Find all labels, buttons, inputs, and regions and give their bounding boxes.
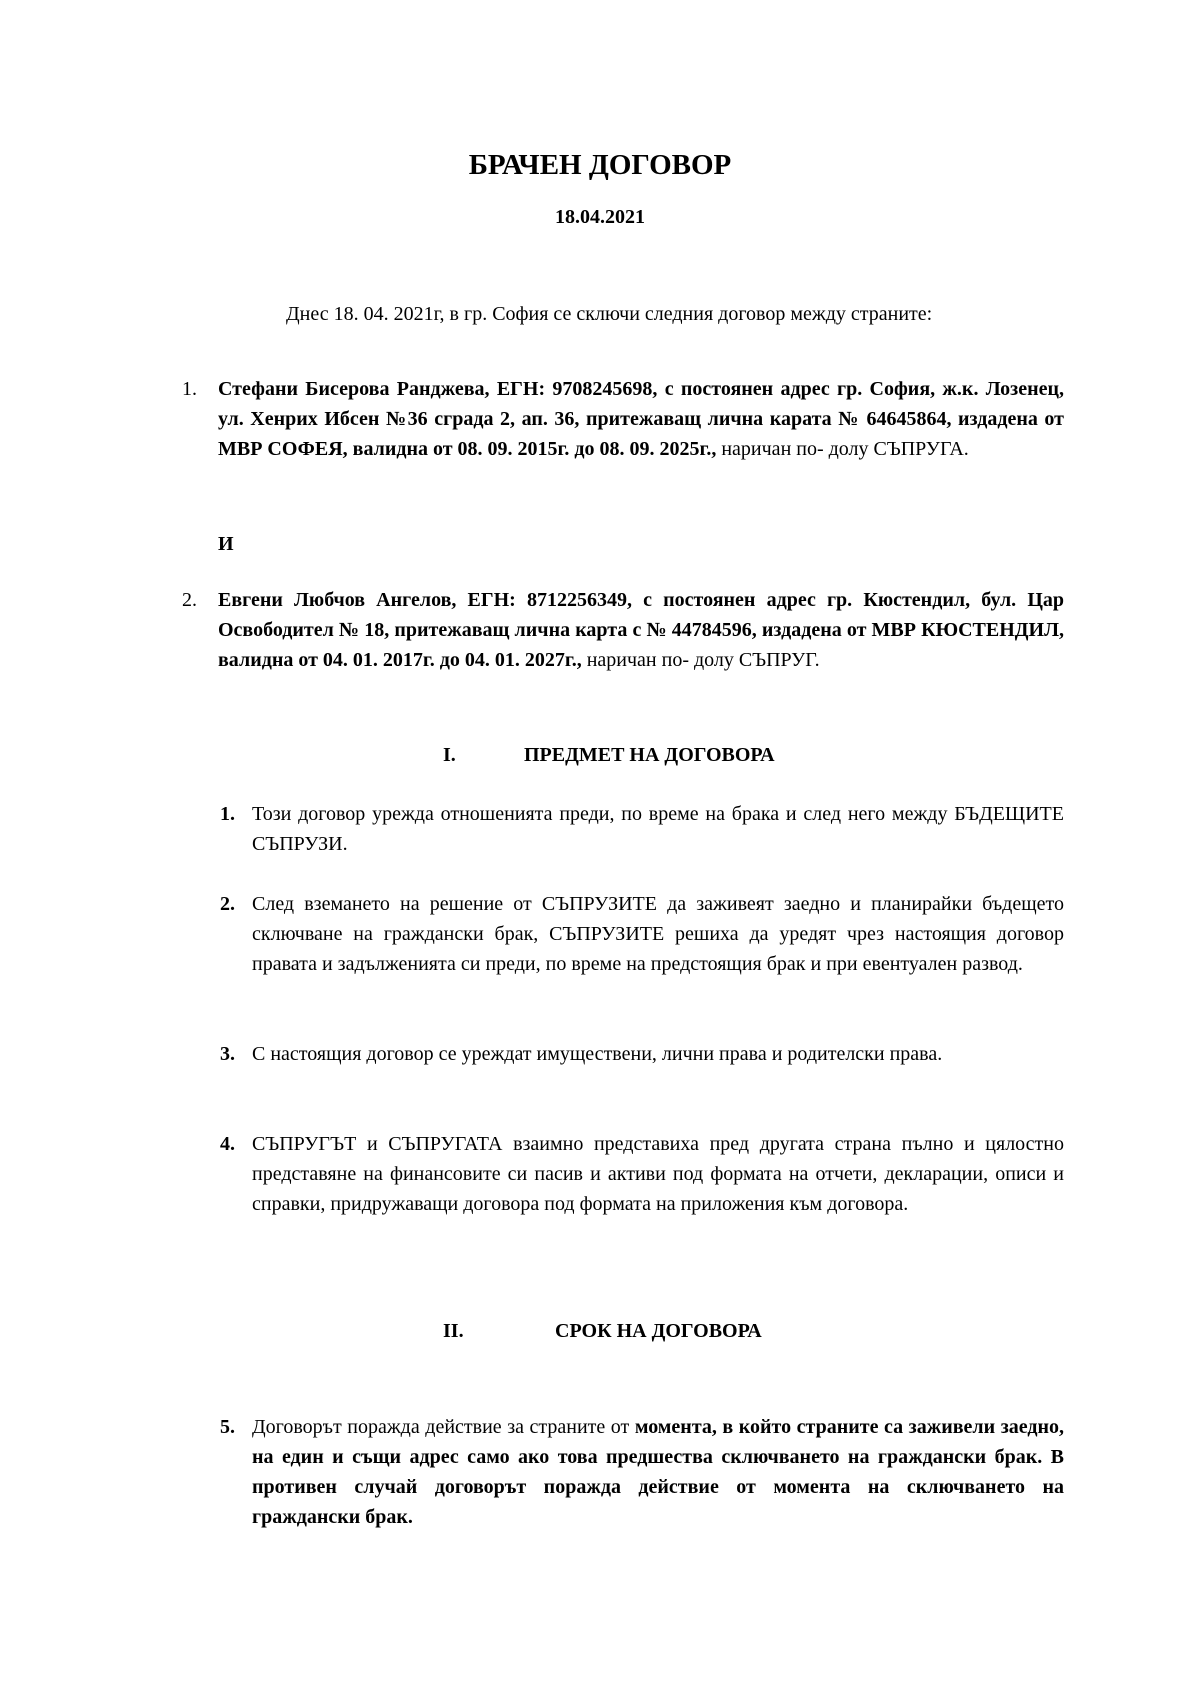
clause-number: 5. (220, 1416, 235, 1438)
clause-4 (220, 1129, 1064, 1219)
party-1 (182, 374, 1064, 464)
section-title: ПРЕДМЕТ НА ДОГОВОРА (524, 744, 775, 766)
clause-text: Договорът поражда действие за страните от (252, 1416, 635, 1438)
party-2 (182, 585, 1064, 675)
intro-paragraph: Днес 18. 04. 2021г, в гр. София се сключи следния договор между страните: (286, 303, 933, 325)
section-title: СРОК НА ДОГОВОРА (555, 1320, 762, 1342)
clause-3 (220, 1039, 1064, 1069)
section-number: I. (443, 744, 456, 766)
clause-2 (220, 889, 1064, 979)
clause-text: Този договор урежда отношенията преди, по време на брака и след него между БЪДЕЩИТЕ СЪПРУЗИ. (252, 803, 1064, 855)
party-designation: наричан по- долу СЪПРУГ. (581, 649, 820, 671)
document-title: БРАЧЕН ДОГОВОР (468, 149, 732, 181)
clause-number: 2. (220, 893, 235, 915)
clause-text: СЪПРУГЪТ и СЪПРУГАТА взаимно представиха пред другата страна пълно и цялостно представяне на финансовите си пасив и активи под формата на отчети, декларации, описи и справки, придружаващи договора под формата на приложения към договора. (252, 1133, 1064, 1215)
party-number: 2. (182, 589, 197, 611)
clause-number: 4. (220, 1133, 235, 1155)
party-details: Евгени Любчов Ангелов, ЕГН: 8712256349, с постоянен адрес гр. Кюстендил, бул. Цар Освободител № 18, притежаващ лична карта с № 44784596, издадена от МВР КЮСТЕНДИЛ, валидна от 04. 01. 2017г. до 04. 01. 2027г., (218, 589, 1064, 671)
conjunction: И (218, 533, 234, 555)
party-number: 1. (182, 378, 197, 400)
clause-text-bold: момента, в който страните са заживели заедно, на един и същи адрес само ако това предшества сключването на граждански брак. В противен случай договорът поражда действие от момента на сключването на граждански брак. (252, 1416, 1064, 1528)
clause-text: С настоящия договор се уреждат имуществени, лични права и родителски права. (252, 1043, 943, 1065)
party-designation: наричан по- долу СЪПРУГА. (716, 438, 969, 460)
clause-number: 1. (220, 803, 235, 825)
clause-1 (220, 799, 1064, 859)
clause-5 (220, 1412, 1064, 1532)
section-number: II. (443, 1320, 464, 1342)
party-details: Стефани Бисерова Ранджева, ЕГН: 9708245698, с постоянен адрес гр. София, ж.к. Лозенец, ул. Хенрих Ибсен №36 сграда 2, ап. 36, притежаващ лична карата № 64645864, издадена от МВР СОФЕЯ, валидна от 08. 09. 2015г. до 08. 09. 2025г., (218, 378, 1064, 460)
clause-number: 3. (220, 1043, 235, 1065)
document-date: 18.04.2021 (555, 206, 645, 228)
clause-text: След вземането на решение от СЪПРУЗИТЕ да заживеят заедно и планирайки бъдещето сключване на граждански брак, СЪПРУЗИТЕ решиха да уредят чрез настоящия договор правата и задълженията си преди, по време на предстоящия брак и при евентуален развод. (252, 893, 1064, 975)
